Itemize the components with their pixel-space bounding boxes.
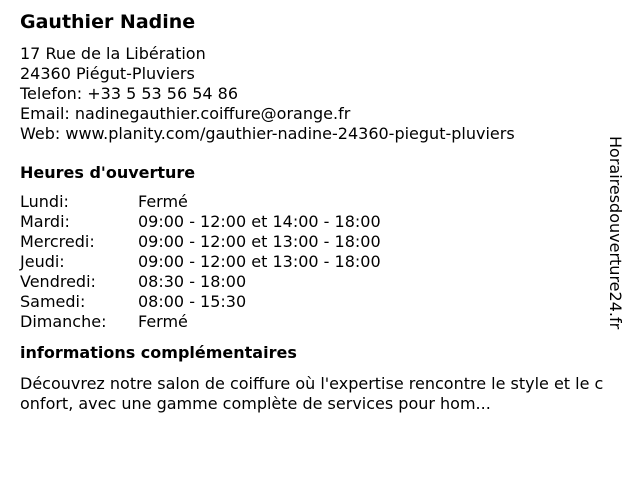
business-name: Gauthier Nadine [20, 11, 196, 33]
hours-row-tuesday [20, 212, 610, 232]
hours-title: Heures d'ouverture [20, 163, 196, 182]
info-title: informations complémentaires [20, 343, 297, 362]
hours-value: Fermé [138, 312, 188, 331]
hours-day-label: Vendredi: [20, 272, 96, 291]
web-line: Web: www.planity.com/gauthier-nadine-24360-piegut-pluviers [20, 124, 515, 143]
hours-row-sunday [20, 312, 610, 332]
hours-value: 08:30 - 18:00 [138, 272, 247, 291]
hours-row-thursday [20, 252, 610, 272]
hours-value: Fermé [138, 192, 188, 211]
hours-day-label: Jeudi: [20, 252, 65, 271]
info-description: Découvrez notre salon de coiffure où l'expertise rencontre le style et le confort, avec une gamme complète de services pour hom... [20, 374, 604, 413]
hours-value: 09:00 - 12:00 et 14:00 - 18:00 [138, 212, 381, 231]
hours-row-monday [20, 192, 610, 212]
email-line: Email: nadinegauthier.coiffure@orange.fr [20, 104, 351, 123]
phone-line: Telefon: +33 5 53 56 54 86 [20, 84, 239, 103]
hours-day-label: Mercredi: [20, 232, 95, 251]
hours-value: 09:00 - 12:00 et 13:00 - 18:00 [138, 252, 381, 271]
address-line-2: 24360 Piégut-Pluviers [20, 64, 195, 83]
hours-day-label: Lundi: [20, 192, 69, 211]
site-watermark: Horairesdouverture24.fr [606, 136, 625, 330]
address-line-1: 17 Rue de la Libération [20, 44, 206, 63]
hours-row-wednesday [20, 232, 610, 252]
hours-day-label: Samedi: [20, 292, 86, 311]
hours-row-friday [20, 272, 610, 292]
hours-day-label: Mardi: [20, 212, 70, 231]
hours-value: 09:00 - 12:00 et 13:00 - 18:00 [138, 232, 381, 251]
business-card [20, 10, 610, 414]
hours-value: 08:00 - 15:30 [138, 292, 247, 311]
hours-day-label: Dimanche: [20, 312, 107, 331]
hours-row-saturday [20, 292, 610, 312]
